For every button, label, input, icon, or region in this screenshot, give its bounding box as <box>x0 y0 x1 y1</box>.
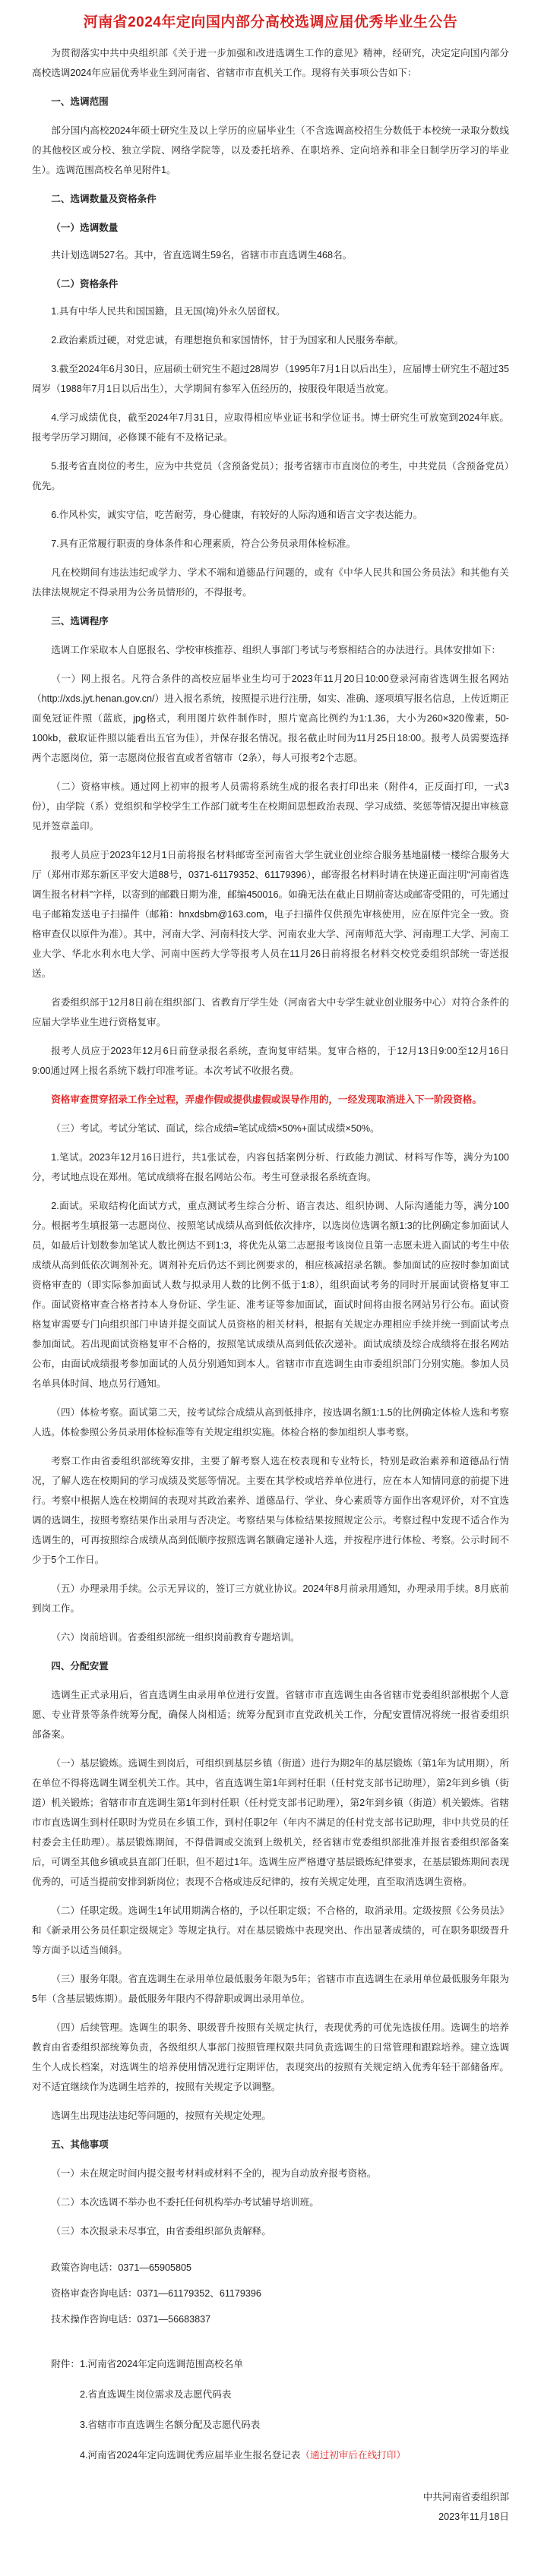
scope-paragraph: 部分国内高校2024年硕士研究生及以上学历的应届毕业生（不含选调高校招生分数低于本校统一录取分数线的其他校区或分校、独立学院、网络学院等，以及委托培养、在职培养、定向培养和非全日制学历学习的毕业生）。选调范围高校名单见附件1。 <box>32 125 509 175</box>
warning-notice: 资格审查贯穿招录工作全过程，弄虚作假或提供虚假或误导作用的，一经发现取消进入下一阶段资格。 <box>51 1094 482 1105</box>
exclusion-note: 凡在校期间有违法违纪或学力、学术不端和道德品行问题的，或有《中华人民共和国公务员法》和其他有关法律法规规定不得录用为公务员情形的，不得报考。 <box>32 567 509 598</box>
procedure-mailing: 报考人员应于2023年12月1日前将报名材料邮寄至河南省大学生就业创业综合服务基地副楼一楼综合服务大厅（郑州市郑东新区平安大道88号，0371-61179352、61179396），邮寄报名材料时请在快递正面注明“河南省选调生报名材料”字样，以寄到的邮戳日期为准，邮编450016。如确无法在截止日期前寄达或邮寄受阻的，可先通过电子邮箱发送电子扫描件（邮箱：hnxdsbm@163.com，电子扫描件仅供预先审核使用，应在原件完全一致。资格审查仅以原件为准）。其中，河南大学、河南科技大学、河南农业大学、河南师范大学、河南理工大学、河南工业大学、华北水利水电大学、河南中医药大学等报考人员在11月26日前将报名材料交校党委组织部统一寄送报送。 <box>32 850 509 979</box>
placement-grassroots: （一）基层锻炼。选调生到岗后，可组织到基层乡镇（街道）进行为期2年的基层锻炼（第1年为试用期），所在单位不得将选调生调至机关工作。其中，省直选调生第1年到村任职（任村党支部书记助理），第2年到乡镇（街道）机关锻炼；省辖市市直选调生第1年到村任职（任村党支部书记助理），第2年到乡镇（街道）机关锻炼。省辖市市直选调生到村任职时为党员在乡镇工作，到村任职2年（年内不满足的任村党支部书记助理，非中共党员的任村委会主任助理）。基层锻炼期间，不得借调或交流到上级机关，经省辖市党委组织部批准并报省委组织部备案后，可调至其他乡镇或县直部门任职，但不超过1年。选调生应严格遵守基层锻炼纪律要求，在基层锻炼期间表现优秀的，可适当提前安排到新岗位；表现不合格或违反纪律的，按有关规定处理，直至取消选调生资格。 <box>32 1758 509 1887</box>
condition-1: 1.具有中华人民共和国国籍，且无国(境)外永久居留权。 <box>51 306 286 317</box>
attachment-list <box>32 2349 509 2470</box>
condition-4: 4.学习成绩优良，截至2024年7月31日，应取得相应毕业证书和学位证书。博士研究生可放宽到2024年底。报考学历学习期间，必修课不能有不及格记录。 <box>32 412 509 443</box>
procedure-intro: 选调工作采取本人自愿报名、学校审核推荐、组织人事部门考试与考察相结合的办法进行。具体安排如下： <box>51 645 501 655</box>
procedure-inspection: 考察工作由省委组织部统筹安排，主要了解考察人选在校表现和专业特长，特别是政治素养和道德品行情况，了解人选在校期间的学习成绩及奖惩等情况。主要在其学校或培养单位进行，应在本人知情同意的前提下进行。考察中根据人选在校期间的表现对其政治素养、道德品行、学业、身心素质等方面作出客观评价，对不宜选调的选调生，按照考察结果作出录用与否决定。考察结果与体检结果按照规定公示。考察过程中发现不适合作为选调生的，可再按照综合成绩从高到低顺序按照选调名额确定递补人选，并按程序进行体检、考察。公示时间不少于5个工作日。 <box>32 1456 509 1565</box>
procedure-exam: （三）考试。考试分笔试、面试，综合成绩=笔试成绩×50%+面试成绩×50%。 <box>51 1123 380 1134</box>
procedure-admission-ticket: 报考人员应于2023年12月6日前登录报名系统，查询复审结果。复审合格的，于12月13日9:00至12月16日9:00通过网上报名系统下载打印准考证。本次考试不收报名费。 <box>32 1046 509 1076</box>
placement-management: （四）后续管理。选调生的职务、职级晋升按照有关规定执行，表现优秀的可优先选拔任用。选调生的培养教育由省委组织部统筹负责，各级组织人事部门按照管理权限共同负责选调生的日常管理和跟踪培养。建立选调生个人成长档案，对选调生的培养使用情况进行定期评估，表现突出的按照有关规定纳入优秀年轻干部储备库。对不适宜继续作为选调生培养的，按照有关规定予以调整。 <box>32 2022 509 2092</box>
attachment-4-note: （通过初审后在线打印） <box>300 2450 406 2461</box>
section-heading-other: 五、其他事项 <box>51 2139 109 2150</box>
signature-org: 中共河南省委组织部 <box>422 2492 509 2502</box>
other-item-2: （二）本次选调不举办也不委托任何机构举办考试辅导培训班。 <box>51 2197 319 2208</box>
procedure-hiring: （五）办理录用手续。公示无异议的，签订三方就业协议。2024年8月前录用通知，办理录用手续。8月底前到岗工作。 <box>32 1583 509 1614</box>
contact-list <box>32 2255 509 2332</box>
attachment-2-link[interactable]: 2.省直选调生岗位需求及志愿代码表 <box>80 2389 232 2400</box>
contact-technical: 技术操作咨询电话：0371—56683837 <box>51 2314 211 2325</box>
condition-3: 3.截至2024年6月30日，应届硕士研究生不超过28周岁（1995年7月1日以后出生），应届博士研究生不超过35周岁（1988年7月1日以后出生），大学期间有参军入伍经历的，按服役年限适当放宽。 <box>32 364 509 394</box>
procedure-interview: 2.面试。采取结构化面试方式，重点测试考生综合分析、语言表达、组织协调、人际沟通能力等，满分100分。根据考生填报第一志愿岗位、按照笔试成绩从高到低依次排序，以选岗位选调名额1:3的比例确定参加面试人员，如最后计划数参加笔试人数比例达不到1:3，将优先从第二志愿报考该岗位且第一志愿未进入面试的考生中依成绩从高到低依次调剂补充。调剂补充后仍达不到比例要求的，相应核减招录名额。参加面试的应按时参加面试资格审查的（即实际参加面试人数与拟录用人数的比例不低于1:8），组织面试考务的同时开展面试资格复审工作。面试资格审查合格者持本人身份证、学生证、准考证等参加面试，面试时间将由报名网站另行公布。面试资格复审需要专门向组织部门申请并提交面试人员资格的相关材料，根据有关规定办理相应手续并统一到面试考点参加面试。若出现面试资格复审不合格的，按照笔试成绩从高到低依次递补。面试成绩及综合成绩将在报名网站公布，由面试成绩报考参加面试的人员分别通知到本人。省辖市市直选调生由市委组织部门分别实施。参加人员名单具体时间、地点另行通知。 <box>32 1201 509 1389</box>
other-item-1: （一）未在规定时间内提交报考材料或材料不全的，视为自动放弃报考资格。 <box>51 2168 377 2179</box>
procedure-qualification-review: （二）资格审核。通过网上初审的报考人员需将系统生成的报名表打印出来（附件4，正反面打印，一式3份），由学院（系）党组织和学校学生工作部门就考生在校期间思想政治表现、学习成绩、奖惩等情况提出审核意见并签章盖印。 <box>32 781 509 832</box>
section-heading-procedure: 三、选调程序 <box>51 616 109 627</box>
placement-discipline: 选调生出现违法违纪等问题的，按照有关规定处理。 <box>51 2110 271 2121</box>
page-title: 河南省2024年定向国内部分高校选调应届优秀毕业生公告 <box>83 14 458 30</box>
intro-paragraph: 为贯彻落实中共中央组织部《关于进一步加强和改进选调生工作的意见》精神，经研究，决定定向国内部分高校选调2024年应届优秀毕业生到河南省、省辖市市直机关工作。现将有关事项公告如下： <box>32 48 509 78</box>
procedure-written-exam: 1.笔试。2023年12月16日进行，共1张试卷，内容包括案例分析、行政能力测试、材料写作等，满分为100分，考试地点设在郑州。笔试成绩将在报名网站公布。考生可登录报名系统查询。 <box>32 1152 509 1182</box>
condition-2: 2.政治素质过硬，对党忠诚，有理想抱负和家国情怀，甘于为国家和人民服务奉献。 <box>51 335 404 346</box>
procedure-physical-exam: （四）体检考察。面试第二天，按考试综合成绩从高到低排序，按选调名额1:1.5的比例确定体检人选和考察人选。体检参照公务员录用体检标准等有关规定组织实施。体检合格的参加组织人事考察。 <box>32 1407 509 1438</box>
contact-review: 资格审查咨询电话：0371—61179352、61179396 <box>51 2288 261 2299</box>
quota-paragraph: 共计划选调527名。其中，省直选调生59名，省辖市市直选调生468名。 <box>51 250 353 260</box>
attachment-3-link[interactable]: 3.省辖市市直选调生名额分配及志愿代码表 <box>80 2420 261 2430</box>
attachment-1-link[interactable]: 附件：1.河南省2024年定向选调范围高校名单 <box>51 2359 243 2369</box>
procedure-training: （六）岗前培训。省委组织部统一组织岗前教育专题培训。 <box>51 1632 300 1643</box>
signature-block <box>32 2487 509 2527</box>
attachment-4-row <box>32 2440 509 2470</box>
procedure-recheck: 省委组织部于12月8日前在组织部门、省教育厅学生处（河南省大中专学生就业创业服务中心）对符合条件的应届大学毕业生进行资格复审。 <box>32 997 509 1028</box>
signature-date: 2023年11月18日 <box>438 2511 509 2522</box>
placement-service-term: （三）服务年限。省直选调生在录用单位最低服务年限为5年；省辖市市直选调生在录用单位最低服务年限为5年（含基层锻炼期）。最低服务年限内不得辞职或调出录用单位。 <box>32 1974 509 2004</box>
placement-intro: 选调生正式录用后，省直选调生由录用单位进行安置。省辖市市直选调生由各省辖市党委组织部根据个人意愿、专业背景等条件统筹分配，确保人岗相适；统筹分配到市直党政机关工作，分配安置情况将统一报省委组织部备案。 <box>32 1690 509 1740</box>
condition-7: 7.具有正常履行职责的身体条件和心理素质，符合公务员录用体检标准。 <box>51 538 356 549</box>
attachment-4-link[interactable]: 4.河南省2024年定向选调优秀应届毕业生报名登记表 <box>80 2450 301 2461</box>
section-heading-placement: 四、分配安置 <box>51 1661 109 1672</box>
subheading-conditions: （二）资格条件 <box>51 279 119 289</box>
placement-appointment: （二）任职定级。选调生1年试用期满合格的，予以任职定级；不合格的，取消录用。定级按照《公务员法》和《新录用公务员任职定级规定》等规定执行。对在基层锻炼中表现突出、作出显著成绩的，可在职务职级晋升等方面予以适当倾斜。 <box>32 1905 509 1956</box>
other-item-3: （三）本次报录未尽事宜，由省委组织部负责解释。 <box>51 2226 271 2237</box>
contact-policy: 政策咨询电话：0371—65905805 <box>51 2262 191 2273</box>
subheading-quota: （一）选调数量 <box>51 223 119 233</box>
section-heading-scope: 一、选调范围 <box>51 96 109 107</box>
condition-6: 6.作风朴实，诚实守信，吃苦耐劳，身心健康，有较好的人际沟通和语言文字表达能力。 <box>51 510 423 520</box>
section-heading-quota: 二、选调数量及资格条件 <box>51 194 157 204</box>
condition-5: 5.报考省直岗位的考生，应为中共党员（含预备党员）；报考省辖市市直岗位的考生，中共党员（含预备党员）优先。 <box>32 461 509 491</box>
procedure-online-registration: （一）网上报名。凡符合条件的高校应届毕业生均可于2023年11月20日10:00登录河南省选调生报名网站（http://xds.jyt.henan.gov.cn/）进入报名系统，按照提示进行注册，如实、准确、逐项填写报名信息，上传近期正面免冠证件照（蓝底，jpg格式，利用图片软件制作时，照片宽高比例约为1:1.36，大小为260×320像素，50-100kb，截取证件照以能看出五官为佳），并保存报名情况。报名截止时间为11月25日18:00。报考人员需要选择两个志愿岗位，第一志愿岗位报省直或者省辖市（2条），每人可报考2个志愿。 <box>32 674 509 763</box>
